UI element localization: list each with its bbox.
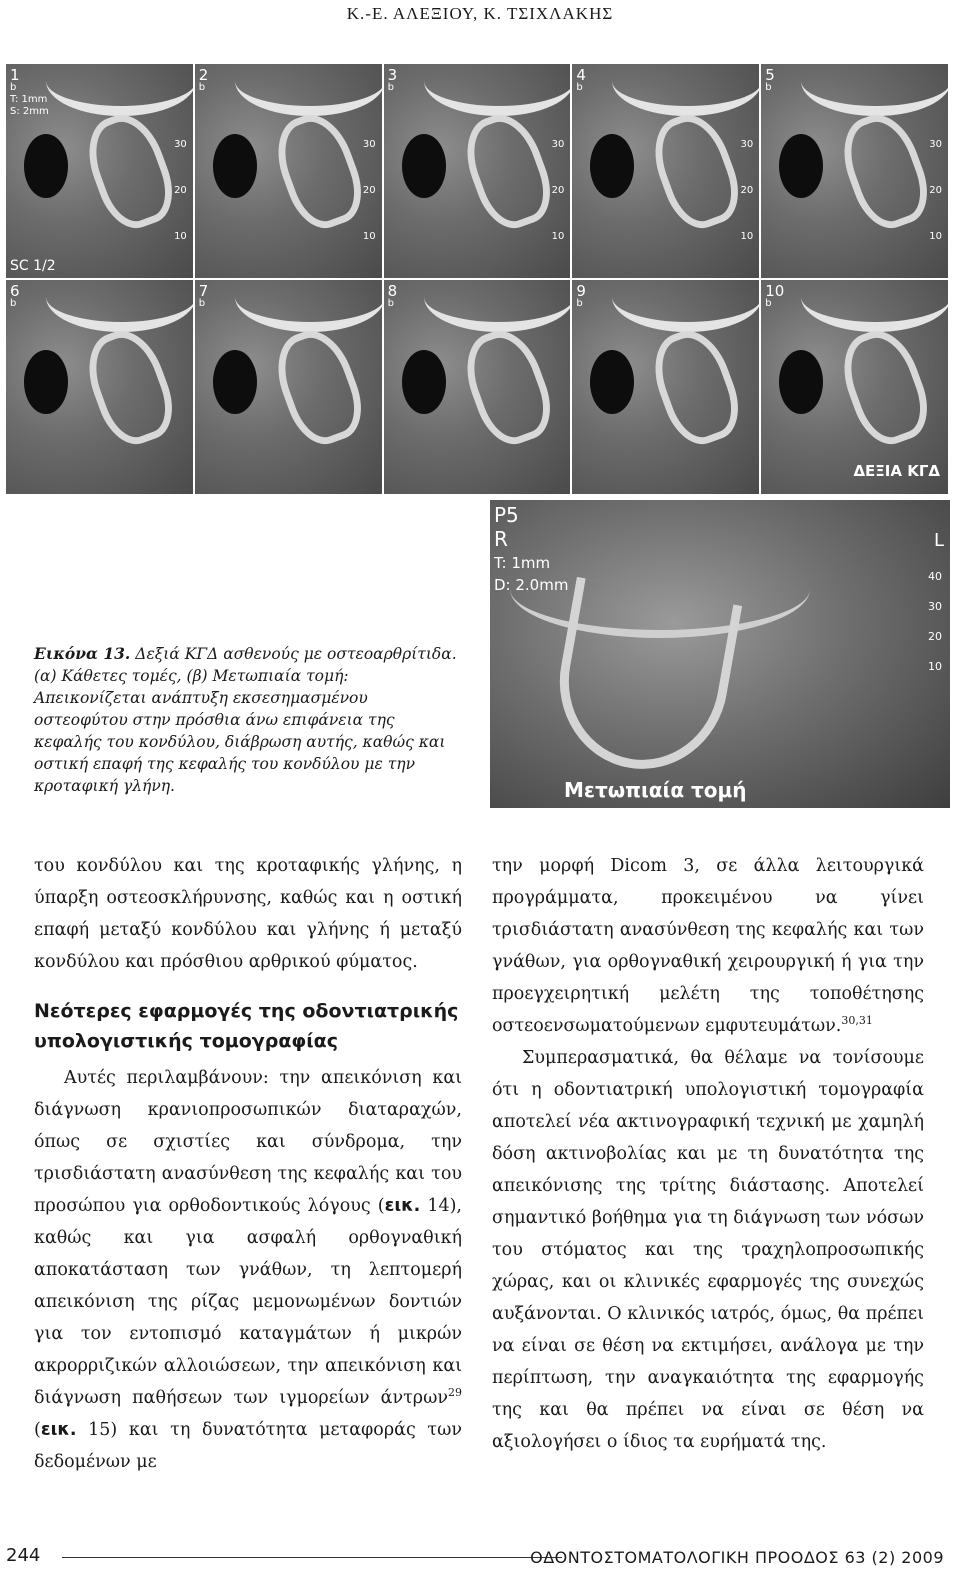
panel-number: 10	[765, 282, 785, 300]
air-cavity-shape	[24, 350, 68, 414]
panel-subtext: b	[198, 298, 206, 309]
panel-scale	[929, 122, 942, 260]
fossa-shape	[612, 64, 759, 116]
coronal-id: P5	[494, 503, 519, 527]
fossa-shape	[424, 280, 571, 332]
scale-mark: 10	[740, 231, 754, 242]
panel-scale	[740, 122, 753, 260]
air-cavity-shape	[402, 350, 446, 414]
panel-subtext: b	[576, 298, 583, 309]
page-number: 244	[6, 1545, 41, 1566]
condyle-shape	[77, 321, 184, 453]
scale-mark: 30	[551, 139, 565, 150]
condyle-shape	[643, 105, 750, 237]
condyle-shape	[832, 321, 939, 453]
coronal-info	[494, 504, 568, 596]
scale-mark: 20	[174, 185, 187, 196]
fossa-shape	[801, 280, 948, 332]
scale-mark: 30	[929, 139, 942, 150]
panel-corner-label: SC 1/2	[10, 258, 56, 274]
figure-ref: εικ.	[40, 1420, 77, 1440]
left-column	[34, 850, 462, 1478]
panel-number: 1	[10, 66, 20, 84]
coronal-scale-mark: 30	[928, 600, 942, 613]
scale-mark: 10	[551, 231, 565, 242]
condyle-shape	[265, 105, 372, 237]
coronal-scale-mark: 20	[928, 630, 942, 643]
ct-panel	[384, 280, 571, 494]
fossa-shape	[235, 64, 382, 116]
scale-mark: 30	[740, 139, 754, 150]
ct-panel	[761, 280, 948, 494]
fossa-shape	[46, 280, 193, 332]
panel-number: 7	[198, 282, 209, 300]
scale-mark: 20	[929, 185, 942, 196]
coronal-side-r: R	[494, 527, 508, 551]
ct-panel	[195, 64, 382, 278]
panel-subtext: b	[576, 82, 583, 93]
condyle-shape	[643, 321, 750, 453]
air-cavity-shape	[24, 134, 68, 198]
ct-panel	[384, 64, 571, 278]
scale-mark: 20	[362, 185, 376, 196]
caption-lead: Εικόνα 13.	[34, 644, 131, 663]
panel-number: 5	[765, 66, 775, 84]
caption-text: Δεξιά ΚΓΔ ασθενούς με οστεοαρθρίτιδα. (α) Κάθετες τομές, (β) Μετωπιαία τομή: Απεικονίζεται ανάπτυξη εκσεσημασμένου οστεοφύτου στην πρόσθια άνω επιφάνεια της κεφαλής του κονδύλου, διάβρωση αυτής, καθώς και οστική επαφή της κεφαλής του κονδύλου με την κροταφική γλήνη.	[34, 645, 457, 795]
figure-ref: εικ.	[384, 1196, 421, 1216]
air-cavity-shape	[213, 134, 257, 198]
scale-mark: 30	[362, 139, 376, 150]
panel-scale	[552, 122, 565, 260]
scale-mark: 10	[929, 231, 942, 242]
coronal-side-l: L	[933, 530, 944, 551]
scale-mark: 10	[174, 231, 187, 242]
coronal-scale	[928, 562, 942, 682]
coronal-distance: D: 2.0mm	[494, 576, 569, 594]
panel-scale	[174, 122, 187, 260]
panel-side-label: ΔΕΞΙΑ ΚΓΔ	[853, 462, 940, 480]
ct-panel	[6, 280, 193, 494]
condyle-shape	[546, 577, 743, 782]
coronal-label: Μετωπιαία τομή	[564, 778, 747, 802]
ct-panel	[195, 280, 382, 494]
ct-panel	[761, 64, 948, 278]
text-run: Αυτές περιλαμβάνουν: την απεικόνιση και διάγνωση κρανιοπροσωπικών διαταραχών, όπως σε σχιστίες και σύνδρομα, την τρισδιάστατη ανασύνθεση της κεφαλής και του προσώπου για ορθοδοντικούς λόγους (	[34, 1068, 462, 1216]
left-paragraph-1: του κονδύλου και της κροταφικής γλήνης, η ύπαρξη οστεοσκλήρυνσης, καθώς και η οστική επαφή μεταξύ κονδύλου και γλήνης ή μεταξύ κονδύλου και πρόσθιου αρθρικού φύματος.	[34, 856, 462, 972]
panel-number: 4	[576, 66, 586, 84]
scale-mark: 10	[362, 231, 376, 242]
air-cavity-shape	[213, 350, 257, 414]
coronal-scale-mark: 10	[928, 660, 942, 673]
panel-number: 3	[387, 66, 398, 84]
right-paragraph-2: Συμπερασματικά, θα θέλαμε να τονίσουμε ότι η οδοντιατρική υπολογιστική τομογραφία αποτελεί νέα ακτινογραφική τεχνική με χαμηλή δόση ακτινοβολίας και με τη δυνατότητα της απεικόνισης της τρίτης διάστασης. Αποτελεί σημαντικό βοήθημα για τη διάγνωση των νόσων του στόματος και της τραχηλοπροσωπικής χώρας, και οι κλινικές εφαρμογές της συνεχώς αυξάνονται. Ο κλινικός ιατρός, όμως, θα πρέπει να είναι σε θέση να εκτιμήσει, ανάλογα με την περίπτωση, την αναγκαιότητα της εφαρμογής της και θα πρέπει να είναι σε θέση να αξιολογήσει ο ίδιος τα ευρήματά της.	[492, 1048, 924, 1452]
condyle-shape	[454, 105, 561, 237]
fossa-shape	[46, 64, 193, 116]
condyle-shape	[832, 105, 939, 237]
fossa-shape	[612, 280, 759, 332]
panel-number: 6	[10, 282, 20, 300]
panel-number: 2	[198, 66, 209, 84]
panel-subtext: b	[765, 298, 772, 309]
fossa-shape	[235, 280, 382, 332]
scale-mark: 20	[551, 185, 565, 196]
left-paragraph-2	[34, 1062, 462, 1478]
panel-subtext: b T: 1mm S: 2mm	[10, 82, 49, 117]
air-cavity-shape	[590, 134, 634, 198]
journal-name: ΟΔΟΝΤΟΣΤΟΜΑΤΟΛΟΓΙΚΗ ΠΡΟΟΔΟΣ 63 (2) 2009	[530, 1548, 944, 1567]
panel-subtext: b	[198, 82, 206, 93]
air-cavity-shape	[779, 134, 823, 198]
ct-panel	[572, 64, 759, 278]
panel-subtext: b	[387, 298, 394, 309]
running-head: Κ.-Ε. ΑΛΕΞΙΟΥ, Κ. ΤΣΙΧΛΑΚΗΣ	[346, 4, 614, 23]
air-cavity-shape	[590, 350, 634, 414]
right-column	[492, 850, 924, 1458]
condyle-shape	[77, 105, 184, 237]
sagittal-ct-figure	[6, 64, 948, 494]
panel-scale	[363, 122, 376, 260]
footer-rule	[62, 1557, 562, 1558]
citation: 30,31	[841, 1014, 873, 1028]
air-cavity-shape	[779, 350, 823, 414]
condyle-shape	[265, 321, 372, 453]
air-cavity-shape	[402, 134, 446, 198]
figure-caption	[34, 643, 462, 797]
fossa-shape	[801, 64, 948, 116]
right-paragraph-1	[492, 850, 924, 1042]
fossa-shape	[424, 64, 571, 116]
text-run: 15) και τη δυνατότητα μεταφοράς των δεδομένων με	[34, 1420, 462, 1472]
coronal-thickness: T: 1mm	[494, 554, 551, 572]
text-run: την μορφή Dicom 3, σε άλλα λειτουργικά προγράμματα, προκειμένου να γίνει τρισδιάστατη ανασύνθεση της κεφαλής και των γνάθων, για ορθογναθική χειρουργική ή για την προεγχειρητική μελέτη της τοποθέτησης οστεοενσωματούμενων εμφυτευμάτων.	[492, 856, 924, 1036]
panel-subtext: b	[765, 82, 772, 93]
condyle-shape	[454, 321, 561, 453]
section-heading: Νεότερες εφαρμογές της οδοντιατρικής υπολογιστικής τομογραφίας	[34, 1000, 459, 1052]
scale-mark: 30	[174, 139, 187, 150]
panel-subtext: b	[10, 298, 17, 309]
scale-mark: 20	[740, 185, 754, 196]
panel-subtext: b	[387, 82, 394, 93]
text-run: 14), καθώς και για ασφαλή ορθογναθική αποκατάσταση των γνάθων, τη λεπτομερή απεικόνιση της ρίζας μεμονωμένων δοντιών για τον εντοπισμό καταγμάτων ή μικρών ακρορριζικών αλλοιώσεων, την απεικόνιση και διάγνωση παθήσεων των ιγμορείων άντρων	[34, 1196, 462, 1408]
ct-panel	[572, 280, 759, 494]
citation: 29	[448, 1386, 462, 1400]
panel-number: 8	[387, 282, 398, 300]
coronal-scale-mark: 40	[928, 570, 942, 583]
text-run: (	[34, 1420, 41, 1440]
ct-panel	[6, 64, 193, 278]
panel-number: 9	[576, 282, 586, 300]
coronal-ct-image	[490, 500, 950, 808]
